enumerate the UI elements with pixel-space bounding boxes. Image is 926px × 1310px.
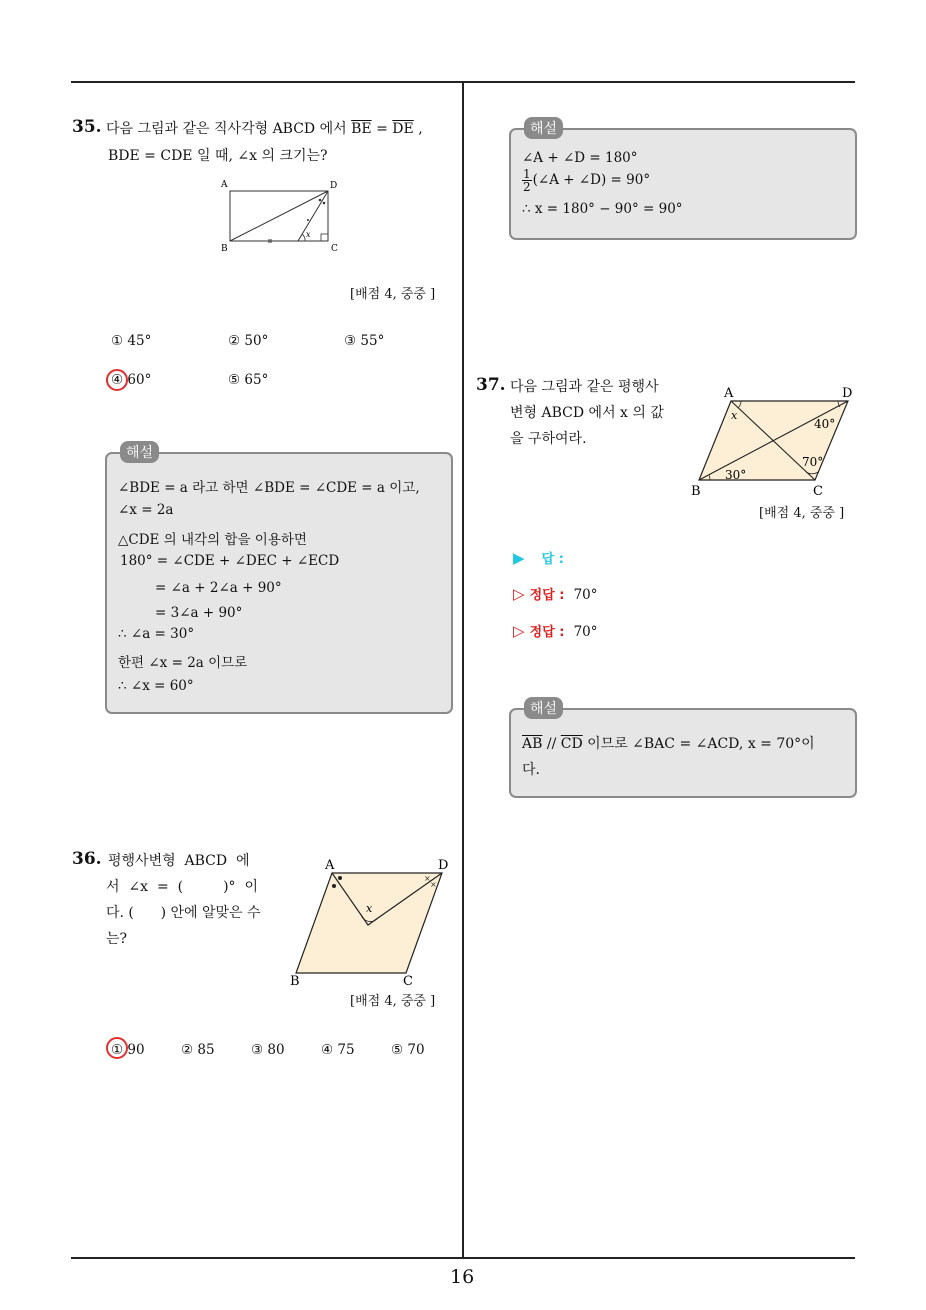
q35-number: 35.: [72, 117, 102, 137]
q37-angle-30: 30°: [725, 468, 747, 482]
q37-angle-40: 40°: [814, 417, 836, 431]
q35-choice-1[interactable]: ① 45°: [111, 333, 152, 349]
outline-triangle-icon: ▷: [513, 585, 525, 603]
q35-sol-line-6: = 3∠a + 90°: [155, 605, 243, 621]
q35-choice-2[interactable]: ② 50°: [228, 333, 269, 349]
q35-sol-line-7: ∴ ∠a = 30°: [118, 626, 195, 642]
q36-sol-line-2: [522, 168, 650, 193]
q36-label-x: x: [366, 902, 373, 915]
comma: ,: [418, 121, 423, 137]
correct-value-2: 70°: [573, 624, 598, 640]
q35-sol-line-3: △CDE 의 내각의 합을 이용하면: [118, 532, 307, 548]
q35-sol-line-9: ∴ ∠x = 60°: [118, 678, 194, 694]
q37-label-a: A: [724, 386, 734, 401]
svg-text:×: ×: [424, 874, 431, 883]
correct-value-1: 70°: [573, 587, 598, 603]
q35-meta: [배점 4, 중중 ]: [350, 287, 436, 302]
q36-sol-line-3: ∴ x = 180° − 90° = 90°: [522, 201, 683, 217]
q35-choice-3[interactable]: ③ 55°: [344, 333, 385, 349]
q35-label-a: A: [221, 180, 228, 190]
q35-selected-mark: [106, 369, 128, 391]
q37-label-d: D: [842, 386, 853, 401]
q35-label-d: D: [330, 181, 338, 191]
q37-solution-tag: 해설: [524, 697, 563, 719]
q36-sol-line-1: ∠A + ∠D = 180°: [522, 150, 638, 166]
q37-label-x: x: [731, 409, 738, 422]
svg-text:×: ×: [430, 880, 437, 889]
q37-sol-line-2: 다.: [522, 762, 540, 778]
q36-parallelogram-figure: [285, 853, 455, 988]
q35-sol-line-4: 180° = ∠CDE + ∠DEC + ∠ECD: [120, 553, 340, 569]
fraction-half: $\frac{1}{2}$: [523, 167, 531, 194]
q35-sol-line-8: 한편 ∠x = 2a 이므로: [118, 655, 248, 671]
segment-be: $\overline{BE}$: [351, 121, 372, 137]
q37-text-line3: 을 구하여라.: [510, 431, 587, 447]
bottom-rule: [71, 1257, 855, 1259]
q35-text-line2: BDE = CDE 일 때, ∠x 의 크기는?: [108, 148, 328, 164]
segment-ab: $\overline{AB}$: [522, 736, 543, 752]
q36-meta: [배점 4, 중중 ]: [350, 994, 436, 1009]
q36-selected-mark: [106, 1037, 128, 1059]
q36-choice-4[interactable]: ④ 75: [321, 1042, 355, 1058]
q35-label-b: B: [221, 244, 228, 254]
outline-triangle-icon: ▷: [513, 622, 525, 640]
q37-label-c: C: [813, 484, 823, 499]
page-number: 16: [450, 1266, 475, 1288]
q36-text-line4: 는?: [106, 931, 128, 947]
equals-sign: =: [376, 121, 388, 137]
q37-correct-row-1: [513, 584, 598, 603]
q35-solution-tag: 해설: [120, 441, 159, 463]
q35-rectangle-figure: [215, 176, 345, 256]
q36-choice-2[interactable]: ② 85: [181, 1042, 215, 1058]
q36-number: 36.: [72, 849, 102, 869]
q37-sol-line-1: [522, 733, 815, 753]
correct-label-2: 정답 :: [529, 625, 565, 640]
q35-sol-line-5: = ∠a + 2∠a + 90°: [155, 580, 282, 596]
correct-label-1: 정답 :: [529, 588, 565, 603]
q37-text-line1: 다음 그림과 같은 평행사: [510, 379, 659, 395]
q35-choice-4[interactable]: ④ 60°: [111, 372, 152, 388]
q37-parallelogram-figure: [688, 380, 860, 500]
q36-text-line3: 다. ( ) 안에 알맞은 수: [106, 905, 261, 921]
q35-label-c: C: [331, 244, 338, 254]
q36-choice-5[interactable]: ⑤ 70: [391, 1042, 425, 1058]
play-triangle-icon: ▶: [513, 549, 525, 567]
q37-number: 37.: [476, 375, 506, 395]
q36-label-a: A: [325, 858, 335, 873]
q36-text-line1: 평행사변형 ABCD 에: [108, 853, 250, 869]
parallel-symbol: //: [546, 736, 557, 752]
q35-sol-line-2: ∠x = 2a: [118, 502, 174, 518]
q37-text-line2: 변형 ABCD 에서 x 의 값: [510, 405, 664, 421]
q36-choice-3[interactable]: ③ 80: [251, 1042, 285, 1058]
q35-label-x: x: [306, 230, 311, 239]
q37-angle-70: 70°: [802, 455, 824, 469]
q36-choice-1[interactable]: ① 90: [111, 1042, 145, 1058]
q36-text-line2: 서 ∠x = ( )° 이: [106, 879, 258, 895]
q36-label-d: D: [438, 858, 449, 873]
q36-label-b: B: [290, 974, 300, 988]
q35-text-a: 다음 그림과 같은 직사각형 ABCD 에서: [106, 121, 347, 137]
q37-meta: [배점 4, 중중 ]: [759, 506, 845, 521]
q36-label-c: C: [403, 974, 413, 988]
q36-sol-line-2-rest: (∠A + ∠D) = 90°: [532, 172, 651, 188]
answer-label: 답 :: [541, 552, 564, 567]
q37-label-b: B: [691, 484, 701, 499]
segment-de: $\overline{DE}$: [392, 121, 414, 137]
q35-sol-line-1: ∠BDE = a 라고 하면 ∠BDE = ∠CDE = a 이고,: [118, 480, 420, 496]
segment-cd: $\overline{CD}$: [560, 736, 583, 752]
q35-choice-5[interactable]: ⑤ 65°: [228, 372, 269, 388]
q35-text-line1: [106, 116, 423, 142]
q37-sol-line-1-rest: 이므로 ∠BAC = ∠ACD, x = 70°이: [587, 736, 815, 752]
column-divider: [462, 83, 464, 1258]
q37-answer-row: [513, 548, 564, 567]
q37-correct-row-2: [513, 621, 598, 640]
q37-solution-box: [509, 708, 857, 798]
q36-solution-tag: 해설: [524, 117, 563, 139]
